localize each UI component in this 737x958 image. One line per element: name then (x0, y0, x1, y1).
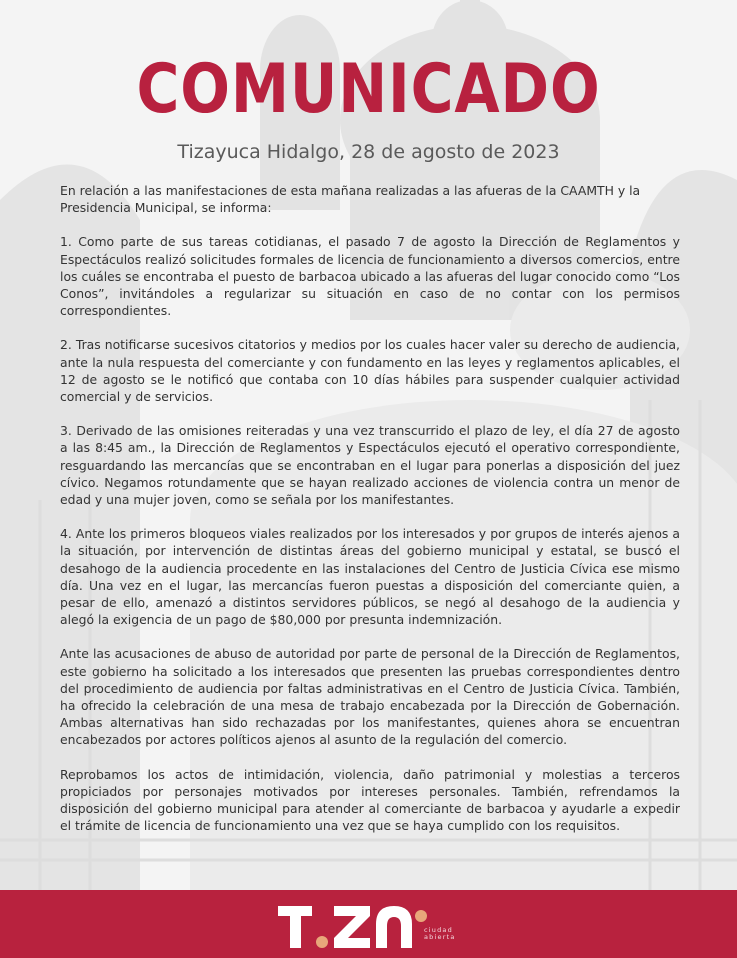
paragraph-3: 3. Derivado de las omisiones reiteradas y una vez transcurrido el plazo de ley, el día 27 de agosto a las 8:45 am., la Dirección de Reglamentos y Espectáculos ejecutó el operativo correspondiente, resguardando las mercancías que se encontraban en el lugar para ponerlas a disposición del juez cívico. Negamos rotundamente que se hayan realizado acciones de violencia contra un menor de edad y una mujer joven, como se señala por los manifestantes. (60, 423, 680, 508)
logo-tagline-line1: ciudad (424, 926, 453, 934)
paragraph-5: Ante las acusaciones de abuso de autoridad por parte de personal de la Dirección de Reglamentos, este gobierno ha solicitado a los interesados que presenten las pruebas correspondientes dentro del procedimiento de audiencia por faltas administrativas en el Centro de Justicia Cívica. También, ha ofrecido la celebración de una mesa de trabajo encabezada por la Dirección de Gobernación. Ambas alternativas han sido rechazadas por los manifestantes, quienes ahora se encuentran encabezados por actores políticos ajenos al asunto de la regulación del comercio. (60, 646, 680, 748)
footer-bar (0, 890, 737, 958)
paragraph-1: 1. Como parte de sus tareas cotidianas, el pasado 7 de agosto la Dirección de Reglamentos y Espectáculos realizó solicitudes formales de licencia de funcionamiento a diversos comercios, entre los cuáles se encontraba el puesto de barbacoa ubicado a las afueras del lugar conocido como “Los Conos”, invitándoles a regularizar su situación en caso de no contar con los permisos correspondientes. (60, 234, 680, 319)
page-title: COMUNICADO (136, 50, 601, 129)
paragraph-6: Reprobamos los actos de intimidación, violencia, daño patrimonial y molestias a terceros propiciados por personajes motivados por intereses personales. También, refrendamos la disposición del gobierno municipal para atender al comerciante de barbacoa y ayudarle a expedir el trámite de licencia de funcionamiento una vez que se haya cumplido con los requisitos. (60, 766, 680, 834)
logo-tagline-line2: abierta (424, 933, 456, 941)
paragraph-4: 4. Ante los primeros bloqueos viales realizados por los interesados y por grupos de interés ajenos a la situación, por intervención de distintas áreas del gobierno municipal y estatal, se buscó el desahogo de la audiencia procedente en las instalaciones del Centro de Justicia Cívica ese mismo día. Una vez en el lugar, las mercancías fueron puestas a disposición del comerciante quien, a pesar de ello, amenazó a distintos servidores públicos, se negó al desahogo de la audiencia y alegó la exigencia de un pago de $80,000 por presunta indemnización. (60, 526, 680, 628)
logo-tagline (424, 927, 456, 941)
paragraph-2: 2. Tras notificarse sucesivos citatorios y medios por los cuales hacer valer su derecho de audiencia, ante la nula respuesta del comerciante y con fundamento en las leyes y reglamentos aplicables, el 12 de agosto se le notificó que contaba con 10 días hábiles para suspender cualquier actividad comercial y de servicios. (60, 337, 680, 405)
intro-paragraph: En relación a las manifestaciones de esta mañana realizadas a las afueras de la CAAMTH y la Presidencia Municipal, se informa: (60, 183, 641, 216)
date-location: Tizayuca Hidalgo, 28 de agosto de 2023 (177, 141, 560, 163)
communique-body (60, 182, 680, 852)
